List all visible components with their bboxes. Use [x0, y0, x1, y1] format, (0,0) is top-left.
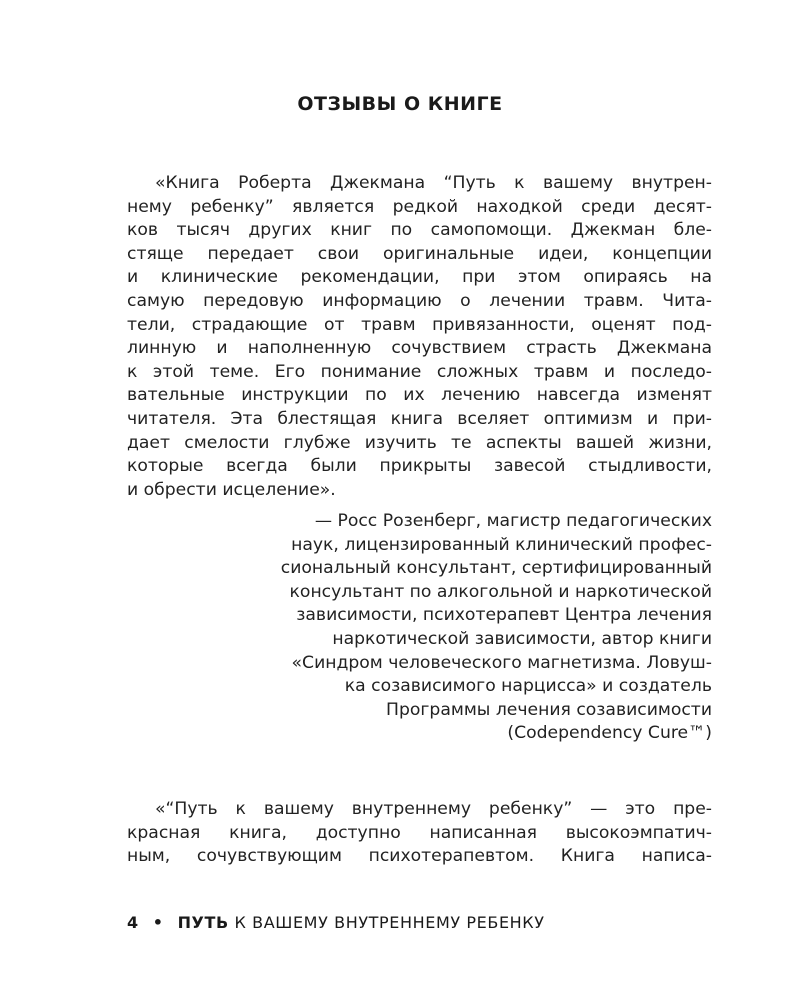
text-line: «“Путь к вашему внутреннему ребенку” — это пре- — [155, 799, 712, 819]
attribution-line: наркотической зависимости, автор книги — [332, 628, 712, 649]
attribution-line: — Росс Розенберг, магистр педагогических — [314, 511, 712, 531]
text-line: красная книга, доступно написанная высокоэмпатич- — [127, 822, 712, 843]
text-line: и обрести исцеление». — [127, 479, 336, 500]
text-line: «Книга Роберта Джекмана “Путь к вашему внутрен- — [155, 173, 712, 193]
text-line: которые всегда были прикрыты завесой стыдливости, — [127, 456, 712, 477]
attribution-line: Программы лечения созависимости — [386, 699, 712, 720]
attribution-line: наук, лицензированный клинический профес- — [291, 534, 712, 555]
attribution-line: «Синдром человеческого магнетизма. Ловуш- — [291, 652, 712, 673]
attribution-line: сиональный консультант, сертифицированный — [280, 558, 712, 579]
text-line: к этой теме. Его понимание сложных травм и последо- — [127, 361, 712, 382]
attribution-line: ка созависимого нарцисса» и создатель — [344, 676, 712, 697]
text-line: самую передовую информацию о лечении травм. Чита- — [127, 290, 712, 311]
text-line: и клинические рекомендации, при этом опираясь на — [127, 267, 712, 288]
book-title-rest: К ВАШЕМУ ВНУТРЕННЕМУ РЕБЕНКУ — [234, 913, 545, 932]
review-2-text — [127, 798, 712, 869]
text-line: тели, страдающие от травм привязанности, оценят под- — [127, 314, 712, 335]
separator-bullet: • — [152, 913, 164, 932]
text-line: ным, сочувствующим психотерапевтом. Книга написа- — [127, 846, 712, 867]
page-heading: ОТЗЫВЫ О КНИГЕ — [297, 93, 503, 115]
review-1-attribution — [127, 510, 712, 746]
text-line: нему ребенку” является редкой находкой среди десят- — [127, 196, 712, 217]
text-line: дает смелости глубже изучить те аспекты вашей жизни, — [127, 432, 712, 453]
text-line: стяще передает свои оригинальные идеи, концепции — [127, 243, 712, 264]
text-line: ков тысяч других книг по самопомощи. Джекман бле- — [127, 220, 712, 241]
text-line: линную и наполненную сочувствием страсть Джекмана — [127, 338, 712, 359]
running-footer — [127, 913, 545, 932]
book-title-bold: ПУТЬ — [177, 913, 229, 932]
page-number: 4 — [127, 913, 139, 932]
attribution-line: зависимости, психотерапевт Центра лечения — [296, 605, 712, 626]
text-line: вательные инструкции по их лечению навсегда изменят — [127, 385, 712, 406]
attribution-line: консультант по алкогольной и наркотической — [289, 581, 712, 602]
attribution-line: (Codependency Cure™) — [507, 723, 712, 744]
text-line: читателя. Эта блестящая книга вселяет оптимизм и при- — [127, 408, 712, 429]
review-1-text — [127, 172, 712, 502]
